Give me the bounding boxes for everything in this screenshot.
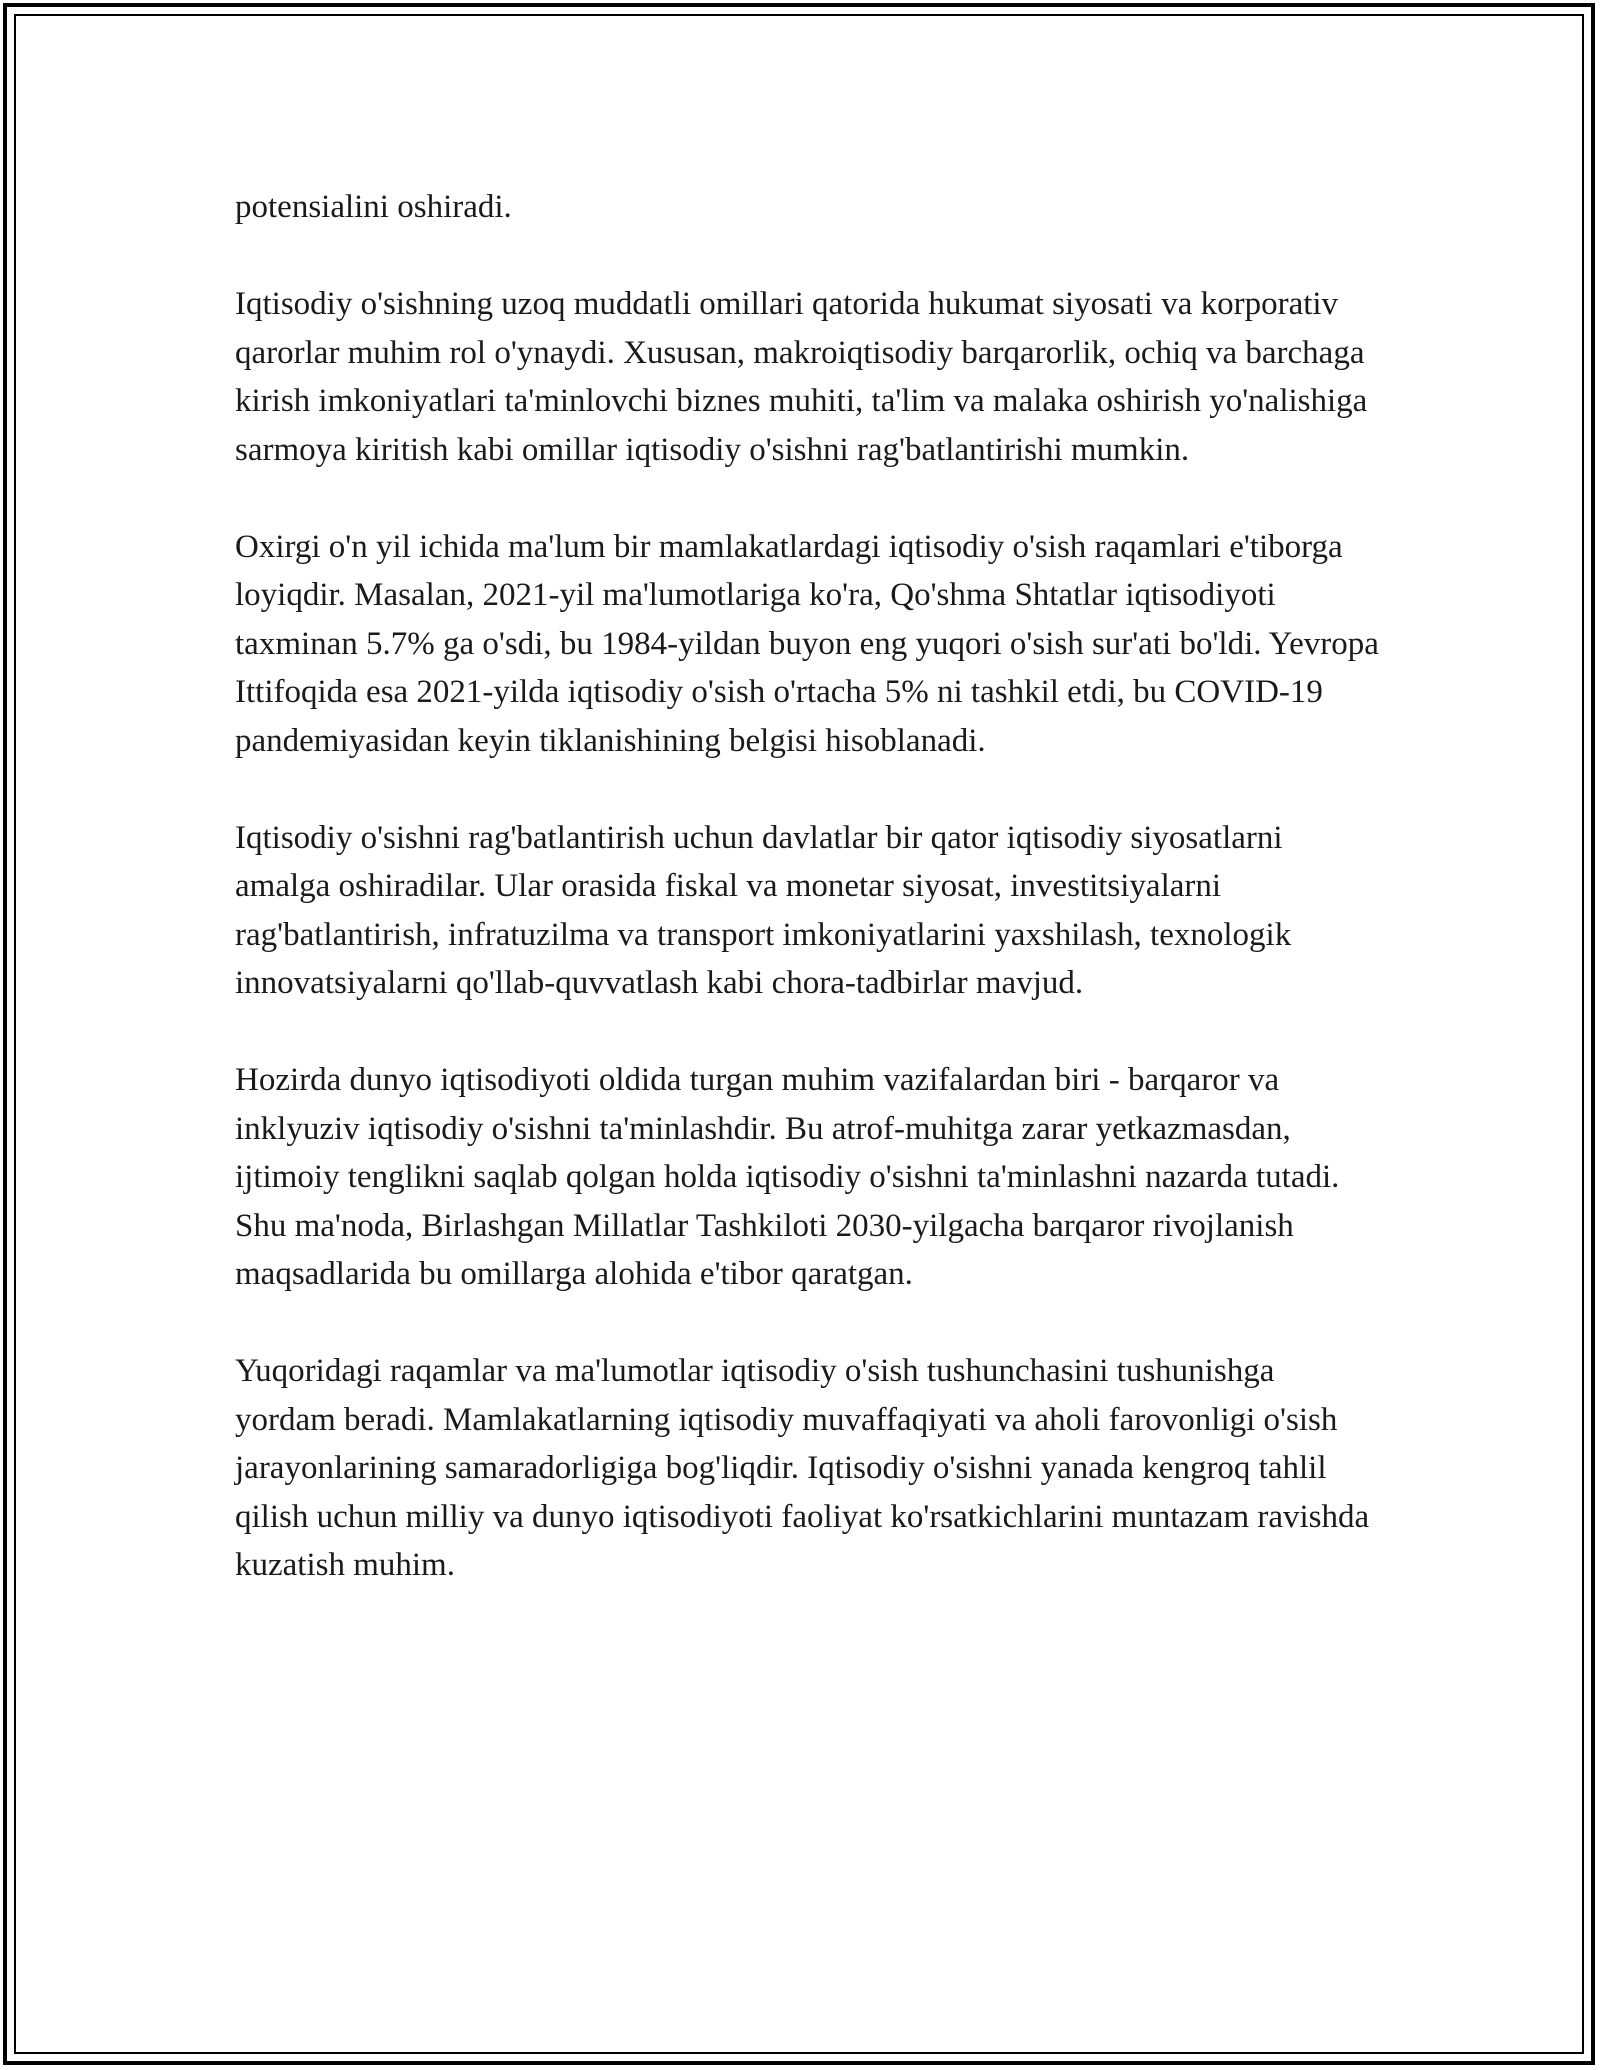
document-body: [235, 183, 1380, 1638]
paragraph-5: Hozirda dunyo iqtisodiyoti oldida turgan muhim vazifalardan biri - barqaror va inklyuziv iqtisodiy o'sishni ta'minlashdir. Bu atrof-muhitga zarar yetkazmasdan, ijtimoiy tenglikni saqlab qolgan holda iqtisodiy o'sishni ta'minlashni nazarda tutadi. Shu ma'noda, Birlashgan Millatlar Tashkiloti 2030-yilgacha barqaror rivojlanish maqsadlarida bu omillarga alohida e'tibor qaratgan.: [235, 1062, 1340, 1292]
paragraph-3: Oxirgi o'n yil ichida ma'lum bir mamlakatlardagi iqtisodiy o'sish raqamlari e'tiborga loyiqdir. Masalan, 2021-yil ma'lumotlariga ko'ra, Qo'shma Shtatlar iqtisodiyoti taxminan 5.7% ga o'sdi, bu 1984-yildan buyon eng yuqori o'sish sur'ati bo'ldi. Yevropa Ittifoqida esa 2021-yilda iqtisodiy o'sish o'rtacha 5% ni tashkil etdi, bu COVID-19 pandemiyasidan keyin tiklanishining belgisi hisoblanadi.: [235, 528, 1379, 759]
paragraph-1: potensialini oshiradi.: [235, 189, 512, 225]
paragraph-6: Yuqoridagi raqamlar va ma'lumotlar iqtisodiy o'sish tushunchasini tushunishga yordam beradi. Mamlakatlarning iqtisodiy muvaffaqiyati va aholi farovonligi o'sish jarayonlarining samaradorligiga bog'liqdir. Iqtisodiy o'sishni yanada kengroq tahlil qilish uchun milliy va dunyo iqtisodiyoti faoliyat ko'rsatkichlarini muntazam ravishda kuzatish muhim.: [235, 1353, 1370, 1583]
paragraph-2: Iqtisodiy o'sishning uzoq muddatli omillari qatorida hukumat siyosati va korporativ qarorlar muhim rol o'ynaydi. Xususan, makroiqtisodiy barqarorlik, ochiq va barchaga kirish imkoniyatlari ta'minlovchi biznes muhiti, ta'lim va malaka oshirish yo'nalishiga sarmoya kiritish kabi omillar iqtisodiy o'sishni rag'batlantirishi mumkin.: [235, 286, 1368, 468]
paragraph-4: Iqtisodiy o'sishni rag'batlantirish uchun davlatlar bir qator iqtisodiy siyosatlarni amalga oshiradilar. Ular orasida fiskal va monetar siyosat, investitsiyalarni rag'batlantirish, infratuzilma va transport imkoniyatlarini yaxshilash, texnologik innovatsiyalarni qo'llab-quvvatlash kabi chora-tadbirlar mavjud.: [235, 819, 1292, 1001]
